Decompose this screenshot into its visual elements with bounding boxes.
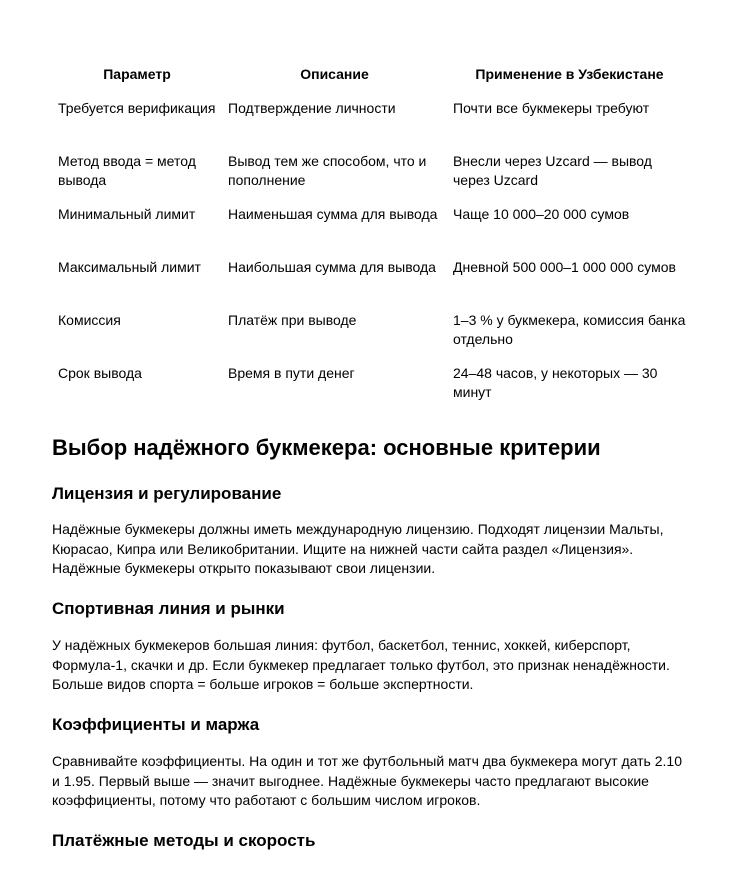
subsection-heading-sports-line: Спортивная линия и рынки [52,599,285,618]
table-cell: Метод ввода = метод вывода [58,152,196,188]
table-row [52,145,692,198]
table-cell: 1–3 % у букмекера, комиссия банка отдельно [453,311,686,347]
column-header-uzbekistan: Применение в Узбекистане [475,66,664,82]
table-cell: Наибольшая сумма для вывода [228,258,436,275]
paragraph-odds: Сравнивайте коэффициенты. На один и тот же футбольный матч два букмекера могут дать 2.10 и 1.95. Первый выше — значит выгоднее. Надёжные букмекеры часто предлагают высокие коэффициенты, потому что работают с большим числом игроков. [52,753,682,808]
table-cell: Требуется верификация [58,99,216,116]
column-header-parameter: Параметр [103,66,171,82]
table-row [52,304,692,357]
section-heading: Выбор надёжного букмекера: основные критерии [52,435,601,460]
paragraph-license: Надёжные букмекеры должны иметь международную лицензию. Подходят лицензии Мальты, Кюрасао, Кипра или Великобритании. Ищите на нижней части сайта раздел «Лицензия». Надёжные букмекеры открыто показывают свои лицензии. [52,521,664,576]
table-cell: Вывод тем же способом, что и пополнение [228,152,427,188]
table-cell: Внесли через Uzcard — вывод через Uzcard [453,152,652,188]
table-cell: Максимальный лимит [58,258,201,275]
table-cell: Минимальный лимит [58,205,196,222]
table-cell: Комиссия [58,311,121,328]
table-cell: Платёж при выводе [228,311,357,328]
paragraph-sports-line: У надёжных букмекеров большая линия: футбол, баскетбол, теннис, хоккей, киберспорт, Формула-1, скачки и др. Если букмекер предлагает только футбол, это признак ненадёжности. Больше видов спорта = больше игроков = больше экспертности. [52,637,670,692]
table-row [52,198,692,251]
table-row [52,92,692,145]
table-cell: Время в пути денег [228,364,355,381]
table-cell: Чаще 10 000–20 000 сумов [453,205,630,222]
table-cell: Почти все букмекеры требуют [453,99,650,116]
table-cell: Наименьшая сумма для вывода [228,205,438,222]
table-row [52,357,692,410]
parameters-table [52,54,692,410]
subsection-heading-odds: Коэффициенты и маржа [52,715,260,734]
subsection-heading-payments: Платёжные методы и скорость [52,831,316,850]
table-header-row [52,54,692,92]
table-cell: Дневной 500 000–1 000 000 сумов [453,258,676,275]
table-cell: Подтверждение личности [228,99,396,116]
table-cell: Срок вывода [58,364,142,381]
subsection-heading-license: Лицензия и регулирование [52,484,282,503]
column-header-description: Описание [300,66,369,82]
table-cell: 24–48 часов, у некоторых — 30 минут [453,364,658,400]
table-row [52,251,692,304]
